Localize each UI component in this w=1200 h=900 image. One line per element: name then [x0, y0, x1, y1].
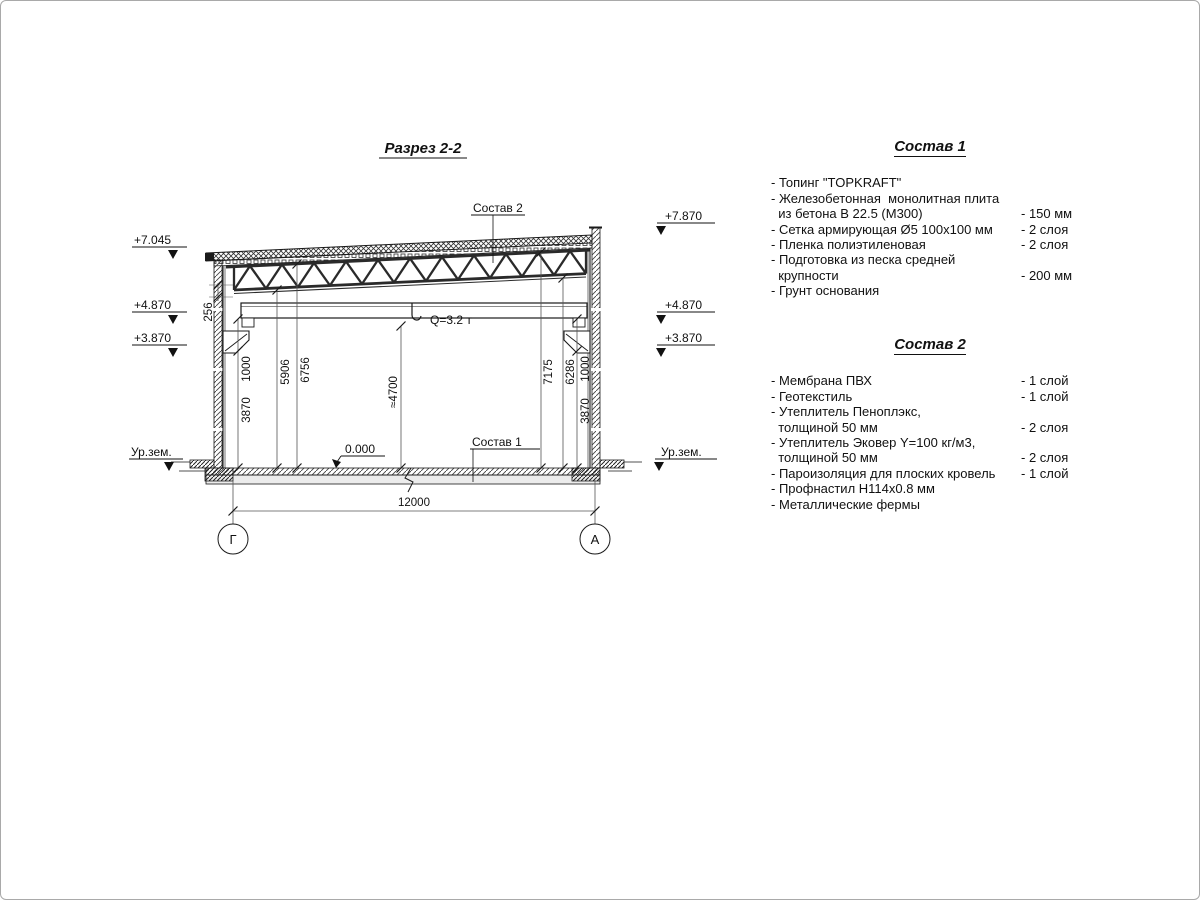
dim-7175: 7175 — [543, 359, 555, 385]
leader-sostav2: Состав 2 — [473, 201, 523, 215]
spec-item-value: - 2 слоя — [1021, 419, 1069, 435]
spec-list-item — [771, 404, 1089, 419]
crane-beam — [241, 303, 587, 327]
spec-item-text: - Топинг "TOPKRAFT" — [771, 175, 902, 191]
roof-edge-cap — [205, 253, 214, 261]
spec-item-value: - 1 слой — [1021, 388, 1069, 404]
elev-7870: +7.870 — [665, 209, 703, 223]
elev-3870-right: +3.870 — [665, 331, 703, 345]
spec-item-value — [1021, 404, 1089, 419]
spec-list-item — [771, 175, 1089, 190]
spec-item-value: - 1 слой — [1021, 373, 1069, 389]
section-drawing — [1, 1, 741, 591]
spec-list-item — [771, 466, 1089, 481]
ground-beam-right — [600, 460, 624, 468]
dim-256: 256 — [203, 302, 215, 322]
dim-3870-right: 3870 — [580, 398, 592, 424]
elev-4870-left: +4.870 — [134, 298, 172, 312]
roof-assembly — [205, 235, 592, 266]
elev-arrow-icon — [168, 250, 178, 259]
dim-4700: ≈4700 — [388, 376, 400, 408]
zero-level-label: 0.000 — [345, 442, 376, 456]
elevation-marks-left — [129, 233, 187, 471]
spec-list-item — [771, 373, 1089, 388]
elev-arrow-icon — [656, 226, 666, 235]
spec-item-text: - Сетка армирующая Ø5 100x100 мм — [771, 221, 993, 237]
spec-item-text: - Пароизоляция для плоских кровель — [771, 465, 996, 481]
grid-axes — [218, 524, 610, 554]
beam-bearing-right — [573, 318, 585, 327]
spec-block-1 — [771, 139, 1089, 299]
dim-1000-left: 1000 — [241, 356, 253, 382]
footing-left — [205, 468, 233, 481]
elev-arrow-icon — [656, 348, 666, 357]
spec-item-text: - Мембрана ПВХ — [771, 373, 872, 389]
ground-beam-left — [190, 460, 214, 468]
axis-label-right: А — [590, 532, 600, 547]
spec-item-value — [1021, 252, 1089, 267]
spec-item-value: - 1 слой — [1021, 465, 1069, 481]
leader-sostav1: Состав 1 — [472, 435, 522, 449]
elev-arrow-icon — [656, 315, 666, 324]
spec-item-value — [1021, 175, 1089, 190]
spec-list-item — [771, 389, 1089, 404]
spec-item-text: - Геотекстиль — [771, 388, 853, 404]
right-column — [564, 228, 602, 469]
spec1-title: Состав 1 — [894, 138, 966, 155]
elev-arrow-icon — [168, 348, 178, 357]
spec1-list — [771, 175, 1089, 298]
dim-5906: 5906 — [280, 359, 292, 385]
spec-item-text: - Профнастил Н114х0.8 мм — [771, 481, 935, 497]
section-title: Разрез 2-2 — [384, 140, 462, 157]
zero-arrow-icon — [332, 459, 341, 468]
spec-list-item — [771, 206, 1089, 221]
spec-item-text: толщиной 50 мм — [771, 419, 878, 435]
spec-item-text: - Металлические фермы — [771, 496, 920, 512]
spec-item-value: - 2 слоя — [1021, 237, 1069, 253]
spec-item-text: - Пленка полиэтиленовая — [771, 237, 926, 253]
spec-list-item — [771, 283, 1089, 298]
dim-6286: 6286 — [565, 359, 577, 385]
spec-item-value — [1021, 435, 1089, 450]
spec-list-item — [771, 237, 1089, 252]
dim-3870-left: 3870 — [241, 397, 253, 423]
spec-list-item — [771, 450, 1089, 465]
spec2-title: Состав 2 — [894, 336, 966, 353]
spec-list-item — [771, 268, 1089, 283]
footing-right — [572, 468, 600, 481]
beam-bearing-left — [242, 318, 254, 327]
spec-list-item — [771, 435, 1089, 450]
spec2-list — [771, 373, 1089, 512]
elev-arrow-icon — [164, 462, 174, 471]
dim-span-12000: 12000 — [398, 497, 430, 509]
spec-item-value — [1021, 283, 1089, 298]
axis-label-left: Г — [229, 532, 237, 547]
ground-level-left: Ур.зем. — [131, 445, 172, 459]
ground-level-right: Ур.зем. — [661, 445, 702, 459]
spec-item-value: - 200 мм — [1021, 267, 1073, 283]
spec-block-2 — [771, 337, 1089, 512]
spec-item-text: - Грунт основания — [771, 283, 880, 299]
spec-item-value — [1021, 497, 1089, 512]
elev-4870-right: +4.870 — [665, 298, 703, 312]
spec-item-value: - 2 слоя — [1021, 221, 1069, 237]
spec-item-text: - Утеплитель Эковер Y=100 кг/м3, — [771, 435, 976, 451]
elev-7045: +7.045 — [134, 233, 172, 247]
elev-arrow-icon — [168, 315, 178, 324]
spec-item-text: толщиной 50 мм — [771, 450, 878, 466]
spec-list-item — [771, 420, 1089, 435]
elev-arrow-icon — [654, 462, 664, 471]
dim-6756: 6756 — [300, 357, 312, 383]
elev-3870-left: +3.870 — [134, 331, 172, 345]
spec-item-text: крупности — [771, 267, 839, 283]
spec-item-value: - 2 слоя — [1021, 450, 1069, 466]
spec-item-value — [1021, 191, 1089, 206]
spec-item-value: - 150 мм — [1021, 206, 1073, 222]
spec-list-item — [771, 481, 1089, 496]
spec-list-item — [771, 222, 1089, 237]
spec-list-item — [771, 191, 1089, 206]
spec-item-text: из бетона В 22.5 (М300) — [771, 206, 923, 222]
spec-item-value — [1021, 481, 1089, 496]
spec-list-item — [771, 497, 1089, 512]
spec-item-text: - Утеплитель Пеноплэкс, — [771, 404, 921, 420]
spec-item-text: - Железобетонная монолитная плита — [771, 190, 1000, 206]
crane-capacity-label: Q=3.2 т — [430, 313, 472, 327]
elevation-marks-right — [654, 209, 717, 471]
dim-1000-right: 1000 — [580, 356, 592, 382]
spec-list-item — [771, 252, 1089, 267]
spec-item-text: - Подготовка из песка средней — [771, 252, 956, 268]
